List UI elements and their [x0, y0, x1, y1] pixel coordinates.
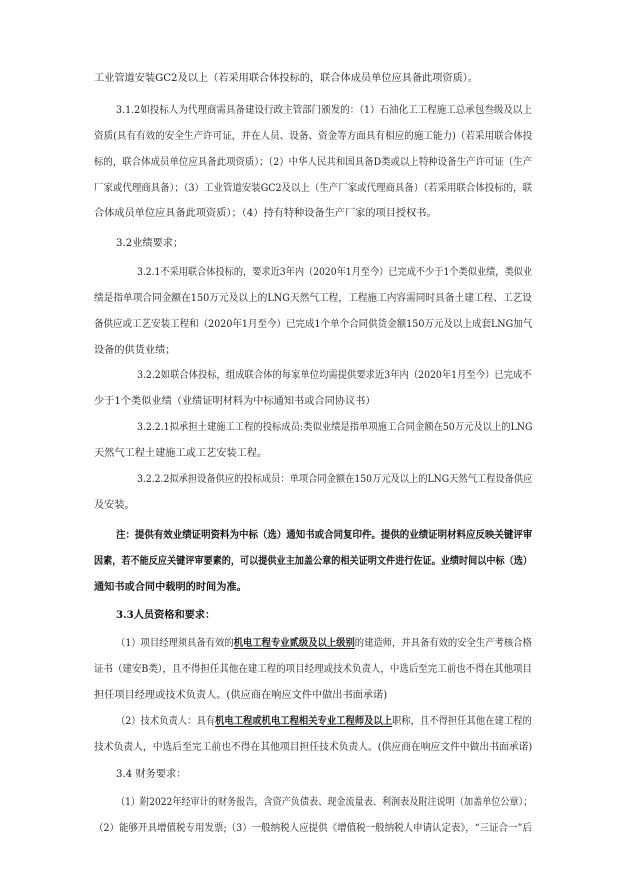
line-13: 少于1个类似业绩（业绩证明材料为中标通知书或合同协议书）	[94, 396, 376, 407]
line-02: 3.1.2如投标人为代理商需具备建设行政主管部门颁发的：（1）石油化工工程施工总承包叁级及以上	[116, 105, 532, 116]
line-08: 3.2.1不采用联合体投标的，要求近3年内（2020年1月至今）已完成不少于1个类似业绩，类似业	[137, 267, 533, 278]
line-23: 证书（建安B类），且不得担任其他在建工程的项目经理或技术负责人，中选后至完工前也不得在其他项目	[94, 664, 532, 675]
line-15: 天然气工程土建施工或工艺安装工程。	[94, 448, 268, 459]
section-3-3-heading: 3.3人员资格和要求：	[116, 609, 216, 621]
note-line-2: 因素，若不能反应关键评审要素的，可以提供业主加盖公章的相关证明文件进行佐证。业绩时间以中标（选）	[94, 555, 532, 567]
line-11: 设备的供货业绩；	[94, 345, 176, 356]
line-25-part-a: （2）技术负责人：具有	[116, 716, 216, 727]
line-10: 备供应或工艺安装工程和（2020年1月至今）已完成1个单个合同供货金额150万元及以上成套LNG加气	[94, 319, 533, 330]
line-03: 资质(具有有效的安全生产许可证，并在人员、设备、资金等方面具有相应的施工能力)（若采用联合体投	[94, 131, 533, 142]
line-26: 技术负责人，中选后至完工前也不得在其他项目担任技术负责人。(供应商在响应文件中做出书面承诺)	[94, 742, 533, 753]
line-01: 工业管道安装GC2及以上（若采用联合体投标的，联合体成员单位应具备此项资质）。	[94, 73, 479, 84]
line-29: （2）能够开具增值税专用发票;（3）一般纳税人应提供《增值税一般纳税人申请认定表》，“三证合一”后	[94, 823, 532, 834]
line-22	[116, 637, 532, 650]
line-22-part-c: 的建造师，并具备有效的安全生产考核合格	[354, 638, 532, 649]
line-05: 厂家或代理商具备）；（3）工业管道安装GC2及以上（生产厂家或代理商具备）（若采用联合体投标的，联	[94, 183, 533, 194]
line-17: 及安装。	[94, 500, 135, 511]
line-16: 3.2.2.2拟承担设备供应的投标成员：单项合同金额在150万元及以上的LNG天然气工程设备供应	[137, 474, 533, 485]
note-line-1: 注：提供有效业绩证明资料为中标（选）通知书或合同复印件。提供的业绩证明材料应反映关键评审	[116, 529, 533, 541]
note-line-3: 通知书或合同中载明的时间为准。	[94, 581, 247, 593]
line-25	[116, 715, 532, 728]
line-22-emphasis: 机电工程专业贰级及以上级别	[233, 637, 355, 649]
line-09: 绩是指单项合同金额在150万元及以上的LNG天然气工程，工程施工内容需同时具备土建工程、工艺设	[94, 293, 532, 304]
line-28: （1）附2022年经审计的财务报告，含资产负债表、现金流量表、利润表及附注说明（加盖单位公章）；	[116, 797, 533, 808]
line-14: 3.2.2.1拟承担土建施工工程的投标成员:类似业绩是指单项施工合同金额在50万元及以上的LNG	[137, 422, 533, 433]
line-25-part-c: 职称，且不得担任其他在建工程的	[392, 716, 532, 727]
line-12: 3.2.2如联合体投标，组成联合体的每家单位均需提供要求近3年内（2020年1月至今）已完成不	[137, 370, 532, 381]
section-3-4-heading: 3.4 财务要求：	[116, 769, 187, 780]
section-3-2-heading: 3.2业绩要求；	[116, 238, 184, 249]
line-04: 标的，联合体成员单位应具备此项资质）；（2）中华人民共和国具备D类或以上特种设备生产许可证（生产	[94, 157, 533, 168]
line-22-part-a: （1）项目经理须具备有效的	[116, 638, 234, 649]
line-24: 担任项目经理或技术负责人。(供应商在响应文件中做出书面承诺)	[94, 690, 388, 701]
line-25-emphasis: 机电工程或机电工程相关专业工程师及以上	[215, 715, 393, 727]
line-06: 合体成员单位应具备此项资质）；（4）持有特种设备生产厂家的项目授权书。	[94, 208, 437, 219]
